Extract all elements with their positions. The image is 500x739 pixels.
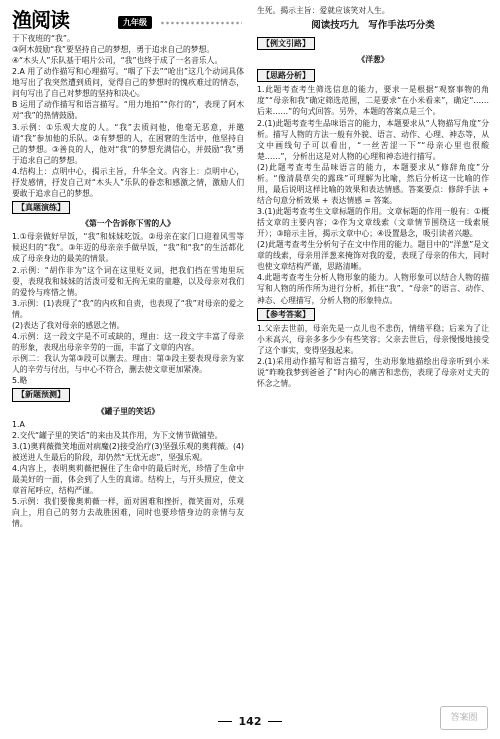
paragraph: 4.此题考查考生分析人物形象的能力。人物形象可以结合人物的描写和人物的所作所为进行分析，抓住“我”、“母亲”的语言、动作、神态、心理描写，分析人物的形象特点。 xyxy=(257,273,489,305)
paragraph: B 运用了动作描写和语言描写。“用力地拍”“你行的”，表现了阿木对“我”的热情鼓励。 xyxy=(12,100,244,121)
paragraph: 1.父亲去世前，母亲先是一点儿也不悲伤，情绪平稳；后来为了让小米高兴，母亲多多少少有些笑容；父亲去世后，母亲慢慢地接受了这个事实，变得坚强起来。 xyxy=(257,323,489,356)
page-header xyxy=(12,4,242,34)
paragraph: 生死。揭示主旨：爱就应该笑对人生。 xyxy=(257,6,390,15)
paragraph: (2)表达了我对母亲的感恩之情。 xyxy=(12,320,125,330)
paragraph: 1.A xyxy=(12,419,25,429)
section-tag-practice: 【真题演练】 xyxy=(12,201,70,214)
article-title-two: 《罐子里的笑话》 xyxy=(96,406,160,416)
article-title-one: 《第一个告诉你下雪的人》 xyxy=(81,219,175,229)
page-number: 142 xyxy=(238,715,262,728)
paragraph: 3.(1)此题考查考生文章标题的作用。文章标题的作用一般有：①概括文章的主要内容；②作为文章线索（文章情节围绕这一线索展开）；③暗示主旨，揭示文章中心；④设置悬念，吸引读者兴趣。 xyxy=(257,207,489,239)
logo: 渔阅读 xyxy=(12,8,69,32)
grade-badge: 九年级 xyxy=(118,16,152,29)
section-tag-example: 【例文引路】 xyxy=(257,37,315,50)
paragraph: 1.此题考查考生筛选信息的能力，要求一是根据“观察事物的角度”“母亲和我”确定筛选范围，二是要求“在小米看来”，确定“……后来……”的句式回答。另外，本题的答案点是三个。 xyxy=(257,85,489,117)
section-tag-answer: 【参考答案】 xyxy=(257,308,315,321)
paragraph: 4.内容上，表明奥莉薇把握住了生命中的最后时光，珍惜了生命中最美好的一面，体会到了人生的真谛。结构上，与开头照应，使文章首尾呼应，结构严谨。 xyxy=(12,463,244,496)
paragraph: ④“木头人”乐队基于唱片公司，“我”也终于成了一名音乐人。 xyxy=(12,56,223,66)
paragraph: ③阿木鼓励“我”要坚持自己的梦想，勇于追求自己的梦想。 xyxy=(12,45,215,55)
dotted-pattern xyxy=(160,20,242,26)
paragraph: 3.(1)奥莉薇微笑地面对病魔(2)接受治疗(3)坚强乐观的奥莉薇。(4)被送进人生最后的阶段，却仍然“无忧无虑”，坚强乐观。 xyxy=(12,441,244,462)
paragraph: 4.结构上：点明中心，揭示主旨，升华全文。内容上：点明中心，抒发感情，抒发自己对“木头人”乐队的眷恋和感激之情，激励人们要敢于追求自己的梦想。 xyxy=(12,166,244,198)
paragraph: 2.A 用了动作描写和心理描写。“咽了下去”“呛出”这几个动词具体地写出了我突然遭到质问，觉得自己的梦想时的愧疚难过的情态，问句写出了自己对梦想的坚持和决心。 xyxy=(12,67,244,99)
paragraph: 示例二：我认为第③段可以删去。理由：第③段主要表现母亲为家人的辛劳与付出，与中心不符合，删去使文章更加紧凑。 xyxy=(12,354,244,375)
example-title: 《洋葱》 xyxy=(357,54,389,64)
paragraph: 5.示例：我们要像奥莉薇一样，面对困难和挫折，微笑面对，乐观向上，用自己的努力去战胜困难，同时也要珍惜身边的亲情与友情。 xyxy=(12,497,244,529)
paragraph: 3.示例：①乐观大度的人。“我”去质问他，他毫无恶意，并邀请“我”参加他的乐队。②有梦想的人，在困窘的生活中，他坚持自己的梦想。③善良的人，他对“我”的梦想充满信心，并鼓励“我”勇于追求自己的梦想。 xyxy=(12,122,244,165)
section-tag-new: 【新题预测】 xyxy=(12,388,70,401)
paragraph: 于下夜班的“我”。 xyxy=(12,34,75,43)
paragraph: 4.示例：这一段文字是不可或缺的，理由：这一段文字丰富了母亲的形象，表现出母亲辛劳的一面，丰富了文章的内容。 xyxy=(12,331,244,352)
page-number-rule-right xyxy=(268,721,282,722)
paragraph: 2.(1)采用动作描写和语言描写，生动形象地描绘出母亲听到小米说“昨晚我梦到爸爸了”时内心的痛苦和悲伤，表现了母亲对丈夫的怀念之情。 xyxy=(257,357,489,389)
technique-title: 阅读技巧九 写作手法巧分类 xyxy=(311,20,435,32)
watermark: 答案圈 xyxy=(440,706,488,730)
paragraph: (2)此题考查考生品味语言的能力，本题要求从“修辞角度”分析。“像清晨草尖的露珠”可理解为比喻，然后分析这一比喻的作用，最后说明这样比喻的效果和表达情感。答案要点：修辞手法 + 结合句意分析效果 + 表达情感 = 答案。 xyxy=(257,162,489,205)
paragraph: 1.①母亲做好早饭，“我”和妹妹吃饭。②母亲在家门口迎着风雪等候迟归的“我”。③年迈的母亲亲手做早饭，“我”和“我”的生活都化成了母亲身边的最美的情景。 xyxy=(12,232,244,264)
section-tag-thinking: 【思路分析】 xyxy=(257,69,315,82)
paragraph: 3.示例：(1)表现了“我”的内疚和自责，也表现了“我”对母亲的爱之情。 xyxy=(12,298,244,319)
paragraph: 2.(1)此题考查考生品味语言的能力，本题要求从“人物描写角度”分析。描写人物的方法一般有外貌、语言、动作、心理、神态等，从文中画线句子可以看出，“一丝苦涩一下”“母亲心里也很酸楚……”，分析出这是对人物的心理和神态进行描写。 xyxy=(257,118,489,161)
left-column xyxy=(12,33,244,529)
paragraph: (2)此题考查考生分析句子在文中作用的能力。题目中的“洋葱”是文章的线索，母亲用洋葱来掩饰对我的爱，表现了母亲的伟大，同时也使文章结构严谨，思路清晰。 xyxy=(257,240,489,272)
paragraph: 2.交代“罐子里的笑话”的来由及其作用，为下文情节做铺垫。 xyxy=(12,430,223,440)
right-column xyxy=(257,5,489,389)
paragraph: 2.示例：“胡作非为”这个词在这里贬义词，把我们挡在雪地里玩耍，表现我和妹妹的活泼可爱和无拘无束的童趣，以及母亲对我们的爱怜与疼惜之情。 xyxy=(12,265,244,297)
paragraph: 5.略 xyxy=(12,376,28,386)
